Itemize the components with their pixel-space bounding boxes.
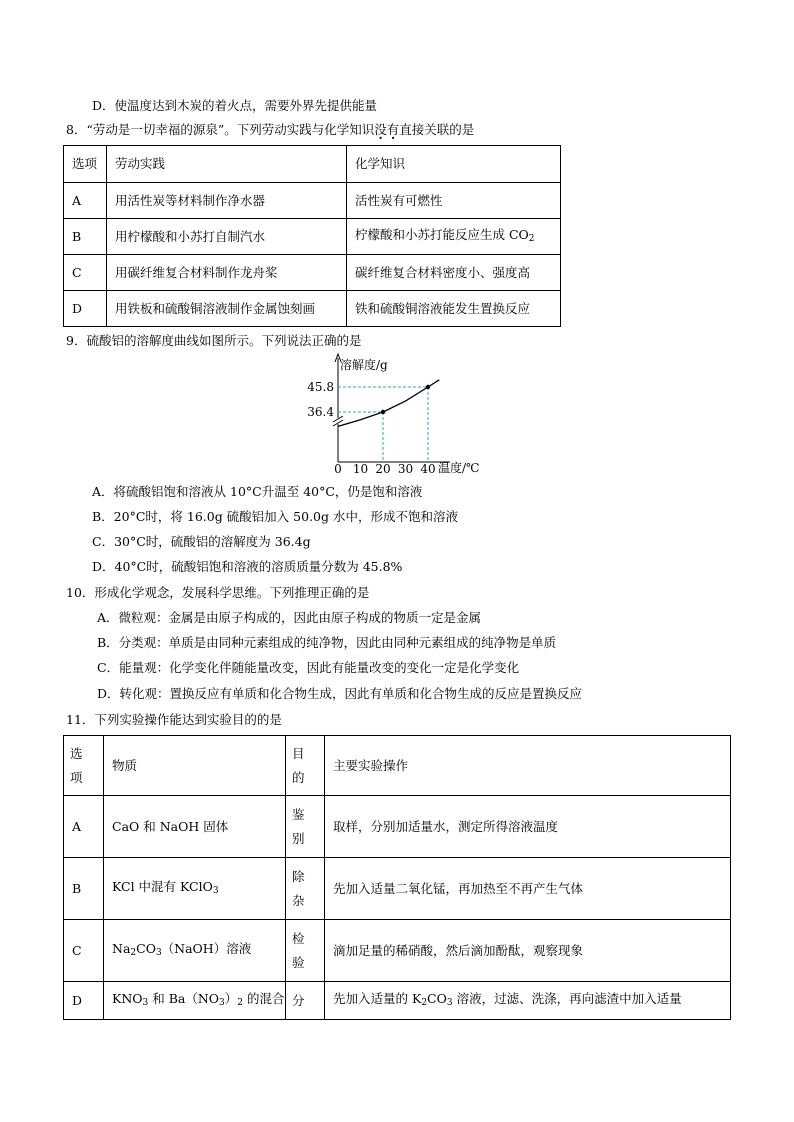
text: CaO 和 NaOH 固体 [112, 818, 229, 834]
q8-row-opt: A [64, 183, 107, 219]
text: CO [136, 940, 156, 956]
q8-header-row [64, 146, 561, 183]
text: CO [427, 990, 447, 1006]
subscript: 2 [528, 233, 535, 244]
char: 验 [292, 954, 305, 970]
q11-row-substance [104, 982, 286, 1020]
q11-row-substance [104, 858, 286, 920]
q8-stem-before: 8．“劳动是一切幸福的源泉”。下列劳动实践与化学知识 [66, 122, 375, 137]
char: 目 [292, 745, 305, 761]
q8-row-knowledge [347, 219, 561, 255]
text: 和 Ba（NO [148, 990, 220, 1006]
knowledge-text: 柠檬酸和小苏打能反应生成 CO [355, 226, 529, 242]
text: （NaOH）溶液 [161, 940, 252, 956]
subscript: 2 [237, 997, 244, 1008]
char: 分 [292, 992, 305, 1008]
solubility-chart [300, 350, 500, 475]
table-row [64, 291, 561, 327]
subscript: 3 [446, 997, 453, 1008]
data-point [426, 385, 430, 389]
table-row [64, 982, 731, 1020]
x-tick-label: 30 [397, 462, 414, 475]
table-row [64, 255, 561, 291]
q8-stem-after: 直接关联的是 [399, 122, 475, 137]
q8-header-opt: 选项 [64, 146, 107, 183]
table-row [64, 183, 561, 219]
x-tick-label: 10 [352, 462, 369, 475]
q11-row-substance [104, 796, 286, 858]
char: 别 [292, 830, 305, 846]
q9-option-a: A．将硫酸铝饱和溶液从 10°C升温至 40°C，仍是饱和溶液 [92, 484, 423, 499]
q8-row-knowledge: 活性炭有可燃性 [347, 183, 561, 219]
q8-stem [66, 120, 474, 138]
x-tick-label: 20 [375, 462, 391, 475]
subscript: 2 [130, 947, 137, 958]
q8-row-practice: 用活性炭等材料制作净水器 [107, 183, 347, 219]
table-row [64, 920, 731, 982]
q8-row-practice: 用铁板和硫酸铜溶液制作金属蚀刻画 [107, 291, 347, 327]
q10-option-d: D．转化观：置换反应有单质和化合物生成，因此有单质和化合物生成的反应是置换反应 [97, 686, 583, 701]
q8-header-practice: 劳动实践 [107, 146, 347, 183]
char: 除 [292, 868, 305, 884]
table-row [64, 858, 731, 920]
q9-option-b: B．20°C时，将 16.0g 硫酸铝加入 50.0g 水中，形成不饱和溶液 [92, 509, 458, 524]
q8-row-opt: B [64, 219, 107, 255]
x-tick-label: 40 [420, 462, 436, 475]
y-axis-label: 溶解度/g [340, 358, 388, 372]
q11-row-substance [104, 920, 286, 982]
q8-emph-1: 没 [374, 122, 387, 137]
subscript: 3 [142, 997, 149, 1008]
q11-row-opt: C [64, 920, 104, 982]
text: 的混合 [243, 990, 285, 1006]
q8-row-opt: C [64, 255, 107, 291]
y-tick-label: 36.4 [307, 405, 334, 419]
q11-header-opt [64, 736, 104, 796]
q11-row-operation [325, 920, 731, 982]
char: 检 [292, 930, 305, 946]
q10-option-a: A．微粒观：金属是由原子构成的，因此由原子构成的物质一定是金属 [97, 610, 482, 625]
q11-row-purpose [286, 920, 325, 982]
q8-row-knowledge: 铁和硫酸铜溶液能发生置换反应 [347, 291, 561, 327]
q11-header-operation: 主要实验操作 [325, 736, 731, 796]
table-row [64, 219, 561, 255]
q11-row-purpose [286, 982, 325, 1020]
char: 鉴 [292, 806, 305, 822]
char: 杂 [292, 892, 305, 908]
text: 先加入适量二氧化锰，再加热至不再产生气体 [333, 880, 584, 896]
q10-option-b: B．分类观：单质是由同种元素组成的纯净物，因此由同种元素组成的纯净物是单质 [97, 635, 557, 650]
q11-row-purpose [286, 858, 325, 920]
x-tick-label: 0 [334, 462, 342, 475]
q10-option-c: C．能量观：化学变化伴随能量改变，因此有能量改变的变化一定是化学变化 [97, 660, 520, 675]
chart-marks [307, 380, 439, 475]
text: KCl 中混有 KClO [112, 878, 213, 894]
q11-row-operation [325, 796, 731, 858]
q11-header-substance: 物质 [104, 736, 286, 796]
q11-stem: 11．下列实验操作能达到实验目的的是 [66, 712, 282, 727]
char: 选 [70, 745, 83, 761]
text: 滴加足量的稀硝酸，然后滴加酚酞，观察现象 [333, 942, 584, 958]
text: 溶液，过滤、洗涤，再向滤渣中加入适量 [452, 990, 682, 1006]
q8-row-opt: D [64, 291, 107, 327]
subscript: 3 [212, 885, 219, 896]
q9-option-d: D．40°C时，硫酸铝饱和溶液的溶质质量分数为 45.8% [92, 559, 403, 574]
text: Na [112, 940, 131, 956]
q11-row-opt: B [64, 858, 104, 920]
q11-table [63, 735, 731, 1020]
table-row [64, 796, 731, 858]
q9-option-c: C．30°C时，硫酸铝的溶解度为 36.4g [92, 534, 311, 549]
q8-header-knowledge: 化学知识 [347, 146, 561, 183]
q8-row-knowledge: 碳纤维复合材料密度小、强度高 [347, 255, 561, 291]
text: KNO [112, 990, 143, 1006]
q11-row-purpose [286, 796, 325, 858]
text: 先加入适量的 K [333, 990, 422, 1006]
q8-emph-2: 有 [386, 122, 400, 137]
q11-row-opt: D [64, 982, 104, 1020]
subscript: 3 [219, 997, 225, 1008]
q11-header-purpose [286, 736, 325, 796]
q11-row-operation [325, 858, 731, 920]
text: 取样，分别加适量水，测定所得溶液温度 [333, 818, 559, 834]
q8-table [63, 145, 561, 327]
q8-row-practice: 用碳纤维复合材料制作龙舟桨 [107, 255, 347, 291]
char: 项 [70, 769, 83, 785]
q10-stem: 10．形成化学观念，发展科学思维。下列推理正确的是 [66, 585, 370, 600]
chart-axes [333, 354, 479, 475]
q11-header-row [64, 736, 731, 796]
char: 的 [292, 769, 305, 785]
y-tick-label: 45.8 [307, 380, 334, 394]
q11-row-opt: A [64, 796, 104, 858]
subscript: 3 [155, 947, 162, 958]
q9-stem: 9．硫酸铝的溶解度曲线如图所示。下列说法正确的是 [66, 333, 362, 348]
data-point [381, 410, 385, 414]
q8-row-practice: 用柠檬酸和小苏打自制汽水 [107, 219, 347, 255]
subscript: 2 [421, 997, 428, 1008]
x-axis-label: 温度/℃ [438, 461, 480, 475]
text: ） [224, 990, 238, 1006]
q11-row-operation [325, 982, 731, 1020]
q7-option-d: D．使温度达到木炭的着火点，需要外界先提供能量 [92, 98, 378, 113]
